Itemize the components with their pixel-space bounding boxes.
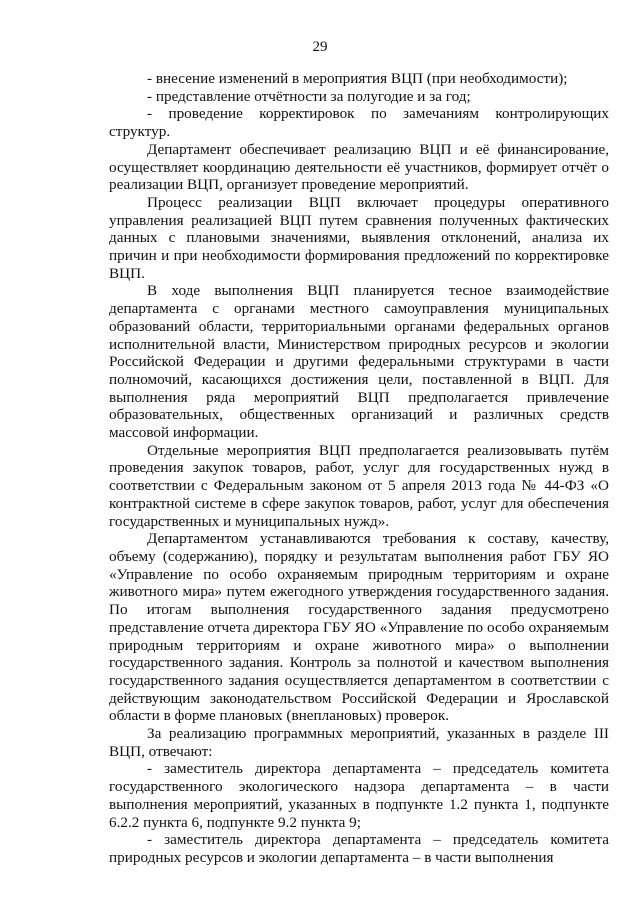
paragraph-requirements: Департаментом устанавливаются требования к составу, качеству, объему (содержанию), порядку и результатам выполнения работ ГБУ ЯО «Управление по особо охраняемым природным территориям и охране животного мира» путем ежегодного утверждения государственного задания. По итогам выполнения государственного задания предусмотрено представление отчета директора ГБУ ЯО «Управление по особо охраняемым природным территориям и охране животного мира» о выполнении государственного задания. Контроль за полнотой и качеством выполнения государственного задания осуществляется департаментом в соответствии с действующим законодательством Российской Федерации и Ярославской области в форме плановых (внеплановых) проверок. bbox=[109, 530, 609, 725]
paragraph-interaction: В ходе выполнения ВЦП планируется тесное взаимодействие департамента с органами местного самоуправления муниципальных образований области, территориальными органами федеральных органов исполнительной власти, Министерством природных ресурсов и экологии Российской Федерации и другими федеральными структурами в части полномочий, касающихся достижения цели, поставленной в ВЦП. Для выполнения ряда мероприятий ВЦП предполагается привлечение образовательных, общественных организаций и различных средств массовой информации. bbox=[109, 282, 609, 442]
list-item-reporting: - представление отчётности за полугодие и за год; bbox=[147, 87, 471, 105]
paragraph-implementation-process: Процесс реализации ВЦП включает процедуры оперативного управления реализацией ВЦП путем сравнения полученных фактических данных с плановыми значениями, выявления отклонений, анализа их причин и при необходимости формирования предложений по корректировке ВЦП. bbox=[109, 193, 609, 282]
paragraph-responsible: За реализацию программных мероприятий, указанных в разделе III ВЦП, отвечают: bbox=[109, 725, 609, 760]
paragraph-procurement: Отдельные мероприятия ВЦП предполагается реализовывать путём проведения закупок товаров, работ, услуг для государственных нужд в соответствии с Федеральным законом от 5 апреля 2013 года № 44-ФЗ «О контрактной системе в сфере закупок товаров, работ, услуг для обеспечения государственных и муниципальных нужд». bbox=[109, 441, 609, 530]
page-number: 29 bbox=[312, 39, 328, 55]
list-item-deputy-resources: - заместитель директора департамента – председатель комитета природных ресурсов и экологии департамента – в части выполнения bbox=[109, 831, 609, 866]
list-item-changes: - внесение изменений в мероприятия ВЦП (при необходимости); bbox=[147, 70, 568, 87]
document-body bbox=[109, 70, 609, 867]
paragraph-department-role: Департамент обеспечивает реализацию ВЦП и её финансирование, осуществляет координацию деятельности её участников, формирует отчёт о реализации ВЦП, организует проведение мероприятий. bbox=[109, 140, 609, 194]
list-item-corrections: - проведение корректировок по замечаниям контролирующих структур. bbox=[109, 105, 609, 141]
list-item-deputy-supervision: - заместитель директора департамента – председатель комитета государственного экологического надзора департамента – в части выполнения мероприятий, указанных в подпункте 1.2 пункта 1, подпункте 6.2.2 пункта 6, подпункте 9.2 пункта 9; bbox=[109, 760, 609, 831]
